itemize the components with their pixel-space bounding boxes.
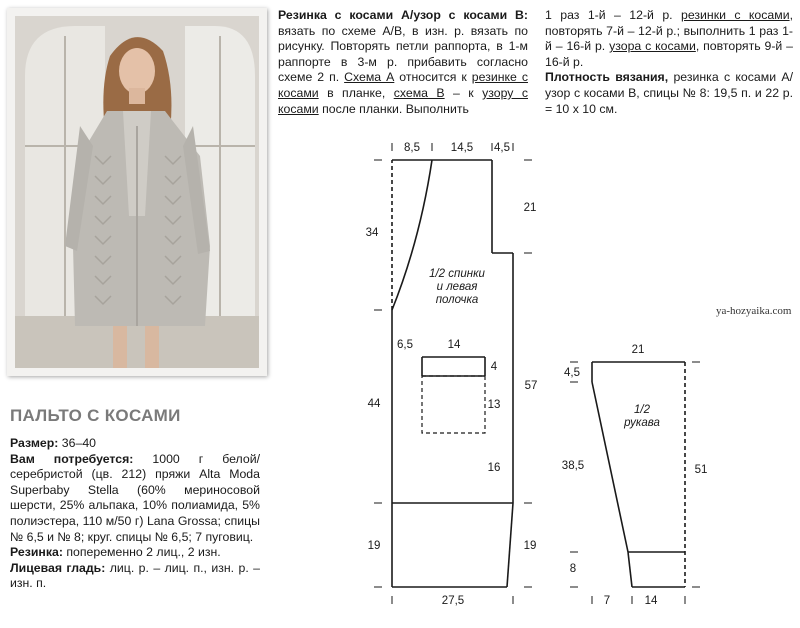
sleeve-label-1: 1/2 bbox=[634, 404, 650, 416]
scheme-a-link: Схема А bbox=[344, 70, 395, 85]
dim-cuff-width: 14 bbox=[644, 595, 658, 607]
dim-sleeve-seam: 38,5 bbox=[561, 460, 585, 472]
dim-neck: 14,5 bbox=[450, 142, 474, 154]
dim-sleeve-cap: 4,5 bbox=[564, 367, 580, 379]
sleeve-cuff-side bbox=[628, 552, 632, 587]
dim-pocket-offset: 6,5 bbox=[397, 339, 413, 351]
pattern-text-4: – к bbox=[444, 85, 483, 100]
density-value: резинка с косами А/узор с косами В, спицы № 8: 19,5 п. и 22 р. = 10 х 10 см. bbox=[545, 70, 793, 116]
spec-size-value: 36–40 bbox=[58, 436, 97, 450]
dim-pocket-rib: 4 bbox=[490, 361, 498, 373]
spec-materials-value: 1000 г белой/серебристой (цв. 212) пряжи Alta Moda Superbaby Stella (60% мериносовой шерсти, 25% альпака, 10% полиамида, 5% полиэстера, 110 м/50 г) Lana Grossa; спицы № 6,5 и № 8; круг. спицы № 6,5; 7 пуговиц. bbox=[10, 451, 260, 544]
sleeve-schematic bbox=[570, 362, 700, 604]
dim-armhole-width: 4,5 bbox=[494, 142, 510, 154]
dim-neck-depth: 34 bbox=[365, 227, 379, 239]
dim-body-length: 44 bbox=[367, 398, 381, 410]
back-schematic bbox=[374, 143, 532, 604]
pattern-text-5: после планки. Выполнить bbox=[318, 101, 469, 116]
dim-rib-left: 19 bbox=[367, 540, 381, 552]
dim-armhole-height: 21 bbox=[523, 202, 537, 214]
dim-pocket-depth: 13 bbox=[487, 399, 501, 411]
pattern-text-2: относится к bbox=[394, 70, 472, 85]
pattern-text-6: 1 раз 1-й – 12-й р. bbox=[545, 8, 681, 22]
back-outline-hem-side bbox=[507, 503, 513, 587]
dim-cuff-height: 8 bbox=[569, 563, 577, 575]
dim-sleeve-top: 21 bbox=[631, 344, 645, 356]
spec-rib-label: Резинка: bbox=[10, 545, 63, 560]
dim-cuff-offset: 7 bbox=[603, 595, 611, 607]
back-label-1: 1/2 спинки bbox=[429, 268, 485, 280]
rib-cables-link: резинке с косами bbox=[278, 70, 528, 100]
pocket-lining bbox=[422, 376, 485, 433]
front-neckline bbox=[392, 160, 432, 310]
dim-sleeve-length: 51 bbox=[694, 464, 708, 476]
watermark: ya-hozyaika.com bbox=[716, 305, 792, 317]
dim-hem-width: 27,5 bbox=[441, 595, 465, 607]
cable-pattern-link: узору с косами bbox=[278, 85, 528, 116]
pattern-text-3: в планке, bbox=[318, 85, 394, 100]
sleeve-seam bbox=[592, 382, 628, 552]
spec-stockinette-value: лиц. р. – лиц. п., изн. р. – изн. п. bbox=[10, 560, 261, 591]
density-label: Плотность вязания, bbox=[545, 70, 669, 85]
back-label-2: и левая bbox=[436, 281, 478, 293]
spec-materials-label: Вам потребуется: bbox=[10, 451, 134, 466]
back-ticks bbox=[374, 143, 532, 604]
cable-pattern-link-2: узора с косами bbox=[609, 39, 696, 54]
dim-side-length: 57 bbox=[524, 380, 538, 392]
sleeve-label-2: рукава bbox=[624, 417, 660, 429]
dim-pocket-height: 16 bbox=[487, 462, 501, 474]
spec-stockinette-label: Лицевая гладь: bbox=[10, 560, 106, 575]
pattern-text-7: , повторять 7-й – 12-й р.; выполнить 1 раз 1-й – 16-й р. bbox=[545, 8, 793, 54]
sleeve-ticks bbox=[570, 362, 700, 604]
dim-shoulder: 8,5 bbox=[404, 142, 420, 154]
back-label-3: полочка bbox=[435, 294, 479, 306]
spec-size-label: Размер: bbox=[10, 436, 59, 450]
pattern-text-8: , повторять 9-й – 16-й р. bbox=[545, 39, 793, 69]
page-title: ПАЛЬТО С КОСАМИ bbox=[10, 406, 181, 425]
rib-cables-link-2: резинки с косами bbox=[680, 8, 790, 22]
scheme-b-link: схема В bbox=[393, 85, 445, 100]
spec-rib-value: попеременно 2 лиц., 2 изн. bbox=[62, 545, 221, 560]
dim-pocket-width: 14 bbox=[447, 339, 461, 351]
dim-rib-right: 19 bbox=[523, 540, 537, 552]
pattern-heading: Резинка с косами А/узор с косами В: bbox=[278, 8, 528, 22]
pattern-text-1: вязать по схеме А/В, в изн. р. вязать по рисунку. Повторять петли раппорта, в 1-м раппорте в 3-м р. прибавить согласно схеме 2 п. bbox=[278, 23, 528, 85]
